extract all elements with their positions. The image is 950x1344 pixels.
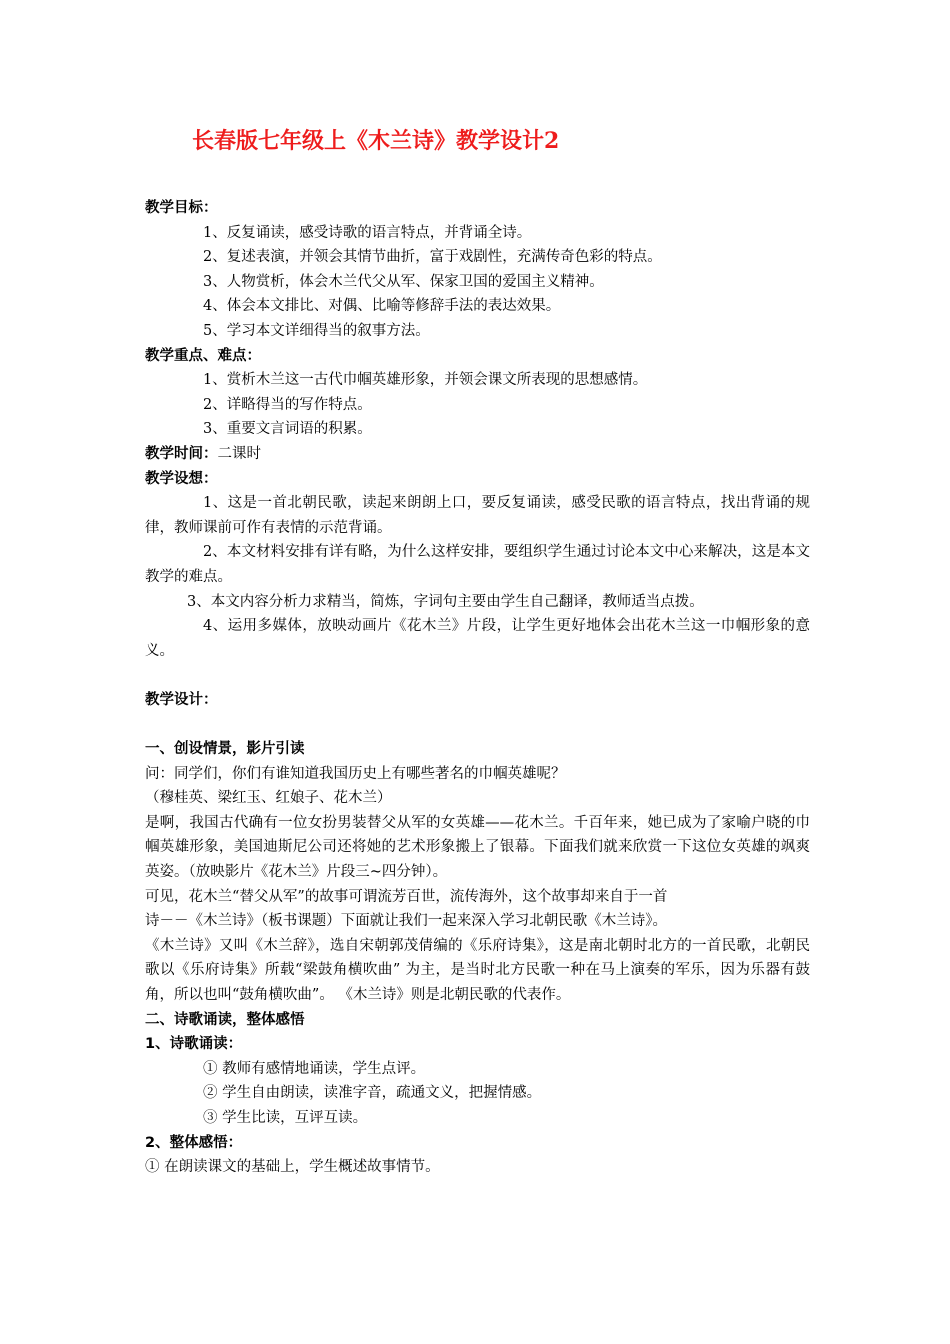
section1-paragraph: 是啊，我国古代确有一位女扮男装替父从军的女英雄——花木兰。千百年来，她已成为了家喻户晓的巾帼英雄形象，美国迪斯尼公司还将她的艺术形象搬上了银幕。下面我们就来欣赏一下这位女英雄的飒爽英姿。（放映影片《花木兰》片段三~四分钟）。	[145, 814, 810, 881]
idea-item: 3、本文内容分析力求精当，简炼，字词句主要由学生自己翻译，教师适当点拨。	[187, 593, 704, 610]
section1-heading: 一、创设情景，影片引读	[145, 741, 305, 758]
section1-paragraph: 可见，花木兰“替父从军”的故事可谓流芳百世，流传海外，这个故事却来自于一首	[145, 888, 668, 905]
idea-item: 2、本文材料安排有详有略，为什么这样安排，要组织学生通过讨论本文中心来解决，这是本文教学的难点。	[145, 544, 810, 585]
goal-item: 3、人物赏析，体会木兰代父从军、保家卫国的爱国主义精神。	[203, 273, 604, 290]
idea-item: 1、这是一首北朝民歌，读起来朗朗上口，要反复诵读，感受民歌的语言特点，找出背诵的规律，教师课前可作有表情的示范背诵。	[145, 495, 810, 536]
section1-paragraph: 《木兰诗》又叫《木兰辞》，选自宋朝郭茂倩编的《乐府诗集》，这是南北朝时北方的一首民歌，北朝民歌以《乐府诗集》所载“梁鼓角横吹曲” 为主，是当时北方民歌一种在马上演奏的军乐，因为乐器有鼓角，所以也叫“鼓角横吹曲”。 《木兰诗》则是北朝民歌的代表作。	[145, 937, 810, 1003]
goal-item: 4、体会本文排比、对偶、比喻等修辞手法的表达效果。	[203, 298, 561, 315]
section2-sub2-heading: 2、整体感悟：	[145, 1134, 243, 1151]
section2-heading: 二、诗歌诵读，整体感悟	[145, 1011, 305, 1028]
focus-heading: 教学重点、难点：	[145, 347, 261, 364]
time-line	[145, 442, 810, 467]
design-heading: 教学设计：	[145, 691, 218, 708]
reading-step: ③ 学生比读，互评互读。	[203, 1109, 368, 1126]
document-body	[145, 196, 810, 1180]
reading-step: ② 学生自由朗读，读准字音，疏通文义，把握情感。	[203, 1085, 542, 1102]
section1-paragraph: 诗－－《木兰诗》（板书课题）下面就让我们一起来深入学习北朝民歌《木兰诗》。	[145, 913, 667, 930]
focus-item: 1、赏析木兰这一古代巾帼英雄形象，并领会课文所表现的思想感情。	[203, 372, 648, 389]
perception-step: ① 在朗读课文的基础上，学生概述故事情节。	[145, 1159, 440, 1176]
section2-sub1-heading: 1、诗歌诵读：	[145, 1036, 243, 1053]
section1-question: 问：同学们，你们有谁知道我国历史上有哪些著名的巾帼英雄呢？	[145, 765, 566, 782]
focus-item: 2、详略得当的写作特点。	[203, 396, 372, 413]
focus-item: 3、重要文言词语的积累。	[203, 421, 372, 438]
goals-heading: 教学目标：	[145, 200, 218, 216]
spacer	[145, 712, 810, 737]
time-heading: 教学时间：	[145, 445, 218, 462]
goal-item: 2、复述表演，并领会其情节曲折，富于戏剧性，充满传奇色彩的特点。	[203, 249, 662, 266]
goal-item: 5、学习本文详细得当的叙事方法。	[203, 322, 430, 339]
section1-answer: （穆桂英、梁红玉、红娘子、花木兰）	[145, 790, 392, 807]
goal-item: 1、反复诵读，感受诗歌的语言特点，并背诵全诗。	[203, 224, 532, 241]
ideas-heading: 教学设想：	[145, 470, 218, 487]
reading-step: ① 教师有感情地诵读，学生点评。	[203, 1060, 426, 1077]
spacer	[145, 663, 810, 688]
time-value: 二课时	[217, 445, 261, 462]
idea-item: 4、运用多媒体，放映动画片《花木兰》片段，让学生更好地体会出花木兰这一巾帼形象的意义。	[145, 618, 810, 659]
document-title: 长春版七年级上《木兰诗》教学设计2	[192, 128, 560, 154]
